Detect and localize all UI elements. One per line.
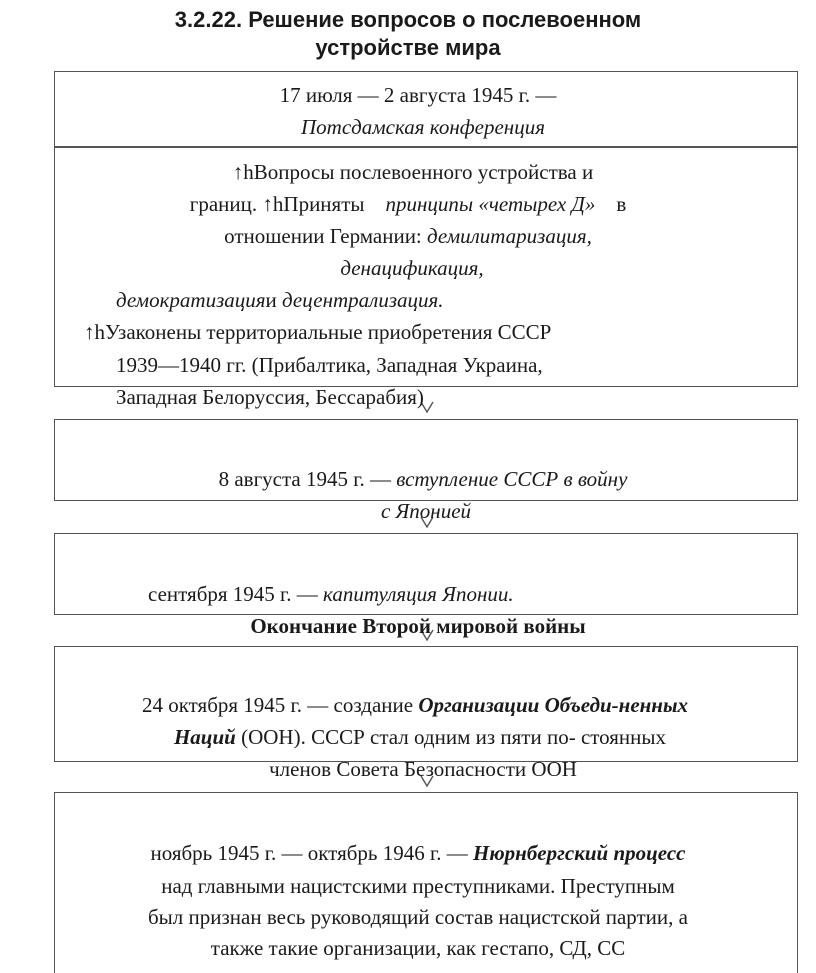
decision-line-2 xyxy=(0,189,816,220)
title-line-1: 3.2.22. Решение вопросов о послевоенном xyxy=(174,7,642,32)
un-name: Организации Объеди-ненных xyxy=(418,693,689,717)
demilitarization: демилитаризация, xyxy=(427,224,592,248)
decentralization: децентрализация. xyxy=(282,288,444,312)
decision-line-8: Западная Белоруссия, Бессарабия) xyxy=(116,385,424,409)
decision-line-2a: границ. ↑hПриняты xyxy=(189,192,365,216)
decision-line-3 xyxy=(0,221,816,252)
decision-line-7: 1939—1940 гг. (Прибалтика, Западная Украина, xyxy=(116,353,543,377)
nuremberg-line-1 xyxy=(0,838,816,869)
war-japan-line-1 xyxy=(0,464,816,495)
un-line-2 xyxy=(0,722,816,753)
capitulation-line-1 xyxy=(0,579,816,610)
potsdam-name: Потсдамская конференция xyxy=(301,115,545,139)
diagram-title xyxy=(0,6,816,62)
ww2-end: Окончание Второй мировой войны xyxy=(250,614,586,638)
decision-line-3a: отношении Германии: xyxy=(224,224,422,248)
war-japan-event: вступление СССР в войну xyxy=(396,467,628,491)
denazification: денацификация, xyxy=(340,256,484,280)
un-date: 24 октября 1945 г. — создание xyxy=(141,693,414,717)
un-abbr: (ООН). СССР стал одним из пяти по- стоянных xyxy=(241,725,667,749)
decision-line-2c: в xyxy=(616,192,627,216)
war-japan-line-2: с Японией xyxy=(380,499,472,523)
nuremberg-line-2: над главными нацистскими преступниками. Преступным xyxy=(161,874,675,898)
nuremberg-name: Нюрнбергский процесс xyxy=(473,841,686,865)
decision-line-6: ↑hУзаконены территориальные приобретения СССР xyxy=(84,320,552,344)
decision-line-5 xyxy=(0,285,816,316)
decision-line-1: ↑hВопросы послевоенного устройства и xyxy=(232,160,594,184)
nuremberg-line-4: также такие организации, как гестапо, СД, СС xyxy=(210,936,626,960)
four-d-principles: принципы «четырех Д» xyxy=(385,192,596,216)
nuremberg-line-3: был признан весь руководящий состав нацистской партии, а xyxy=(148,905,688,929)
un-line-3: членов Совета Безопасности ООН xyxy=(269,757,577,781)
potsdam-dates: 17 июля — 2 августа 1945 г. — xyxy=(279,83,557,107)
capitulation-date: сентября 1945 г. — xyxy=(148,582,318,606)
title-line-2: устройстве мира xyxy=(315,35,501,60)
war-japan-date: 8 августа 1945 г. — xyxy=(218,467,391,491)
nuremberg-dates: ноябрь 1945 г. — октябрь 1946 г. — xyxy=(150,841,468,865)
decision-line-5b: и xyxy=(265,288,277,312)
democratization: демократизация xyxy=(116,288,266,312)
un-line-1 xyxy=(0,690,816,721)
un-name-end: Наций xyxy=(173,725,236,749)
capitulation-event: капитуляция Японии. xyxy=(323,582,514,606)
